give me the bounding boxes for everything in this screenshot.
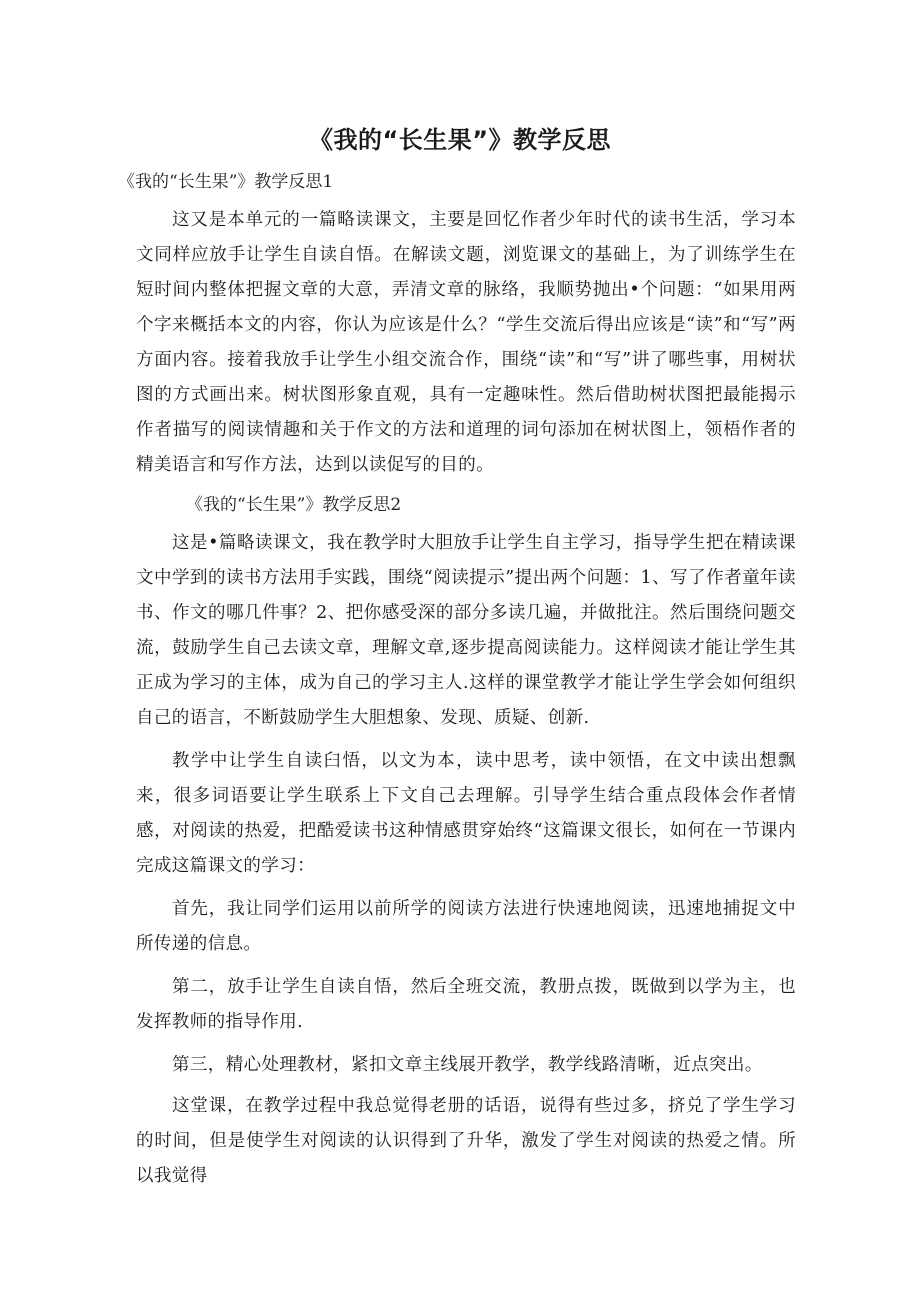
section-2-paragraph-3: 首先，我让同学们运用以前所学的阅读方法进行快速地阅读，迅速地捕捉文中所传递的信息。 — [136, 899, 796, 954]
section-2-paragraph-4: 第二，放手让学生自读自悟，然后全班交流，教册点拨，既做到以学为主，也发挥教师的指导作用. — [136, 977, 796, 1032]
section-1-heading: 《我的“长生果”》教学反思1 — [118, 172, 334, 192]
section-1-paragraph-1: 这又是本单元的一篇略读课文，主要是回忆作者少年时代的读书生活，学习本文同样应放手让学生自读自悟。在解读文题，浏览课文的基础上，为了训练学生在短时间内整体把握文章的大意，弄清文章的脉络，我顺势抛出•个问题：“如果用两个字来概括本文的内容，你认为应该是什么？“学生交流后得出应该是“读”和“写”两方面内容。接着我放手让学生小组交流合作，围绕“读”和“写”讲了哪些事，用树状图的方式画出来。树状图形象直观，具有一定趣味性。然后借助树状图把最能揭示作者描写的阅读情趣和关于作文的方法和道理的词句添加在树状图上，领梧作者的精美语言和写作方法，达到以读促写的目的。 — [136, 210, 796, 475]
section-2-heading: 《我的“长生果”》教学反思2 — [186, 495, 402, 515]
section-2-paragraph-1: 这是•篇略读课文，我在教学时大胆放手让学生自主学习，指导学生把在精读课文中学到的读书方法用手实践，围绕“阅读提示”提出两个问题：1、写了作者童年读书、作文的哪几件事？2、把你感受深的部分多读几遍，并做批注。然后围绕问题交流，鼓励学生自己去读文章，理解文章,逐步提高阅读能力。这样阅读才能让学生其正成为学习的主体，成为自己的学习主人.这样的课堂教学才能让学生学会如何组织自己的语言，不断鼓励学生大胆想象、发现、质疑、创新. — [136, 533, 796, 728]
section-2-paragraph-2: 教学中让学生自读臼悟，以文为本，读中思考，读中领悟，在文中读出想飘来，很多词语要让学生联系上下文自己去理解。引导学生结合重点段体会作者情感，对阅读的热爱，把酷爱读书这种情感贯穿始终“这篇课文很长，如何在一节课内完成这篇课文的学习： — [136, 751, 796, 876]
document-title: 《我的“长生果”》教学反思 — [308, 126, 612, 154]
section-2-paragraph-5: 第三，精心处理教材，紧扣文章主线展开教学，教学线路清晰，近点突出。 — [172, 1055, 763, 1075]
document-body — [118, 168, 796, 1202]
section-2-paragraph-6: 这堂课，在教学过程中我总觉得老册的话语，说得有些过多，挤兑了学生学习的时间，但是使学生对阅读的认识得到了升华，激发了学生对阅读的热爱之情。所以我觉得 — [136, 1096, 796, 1186]
